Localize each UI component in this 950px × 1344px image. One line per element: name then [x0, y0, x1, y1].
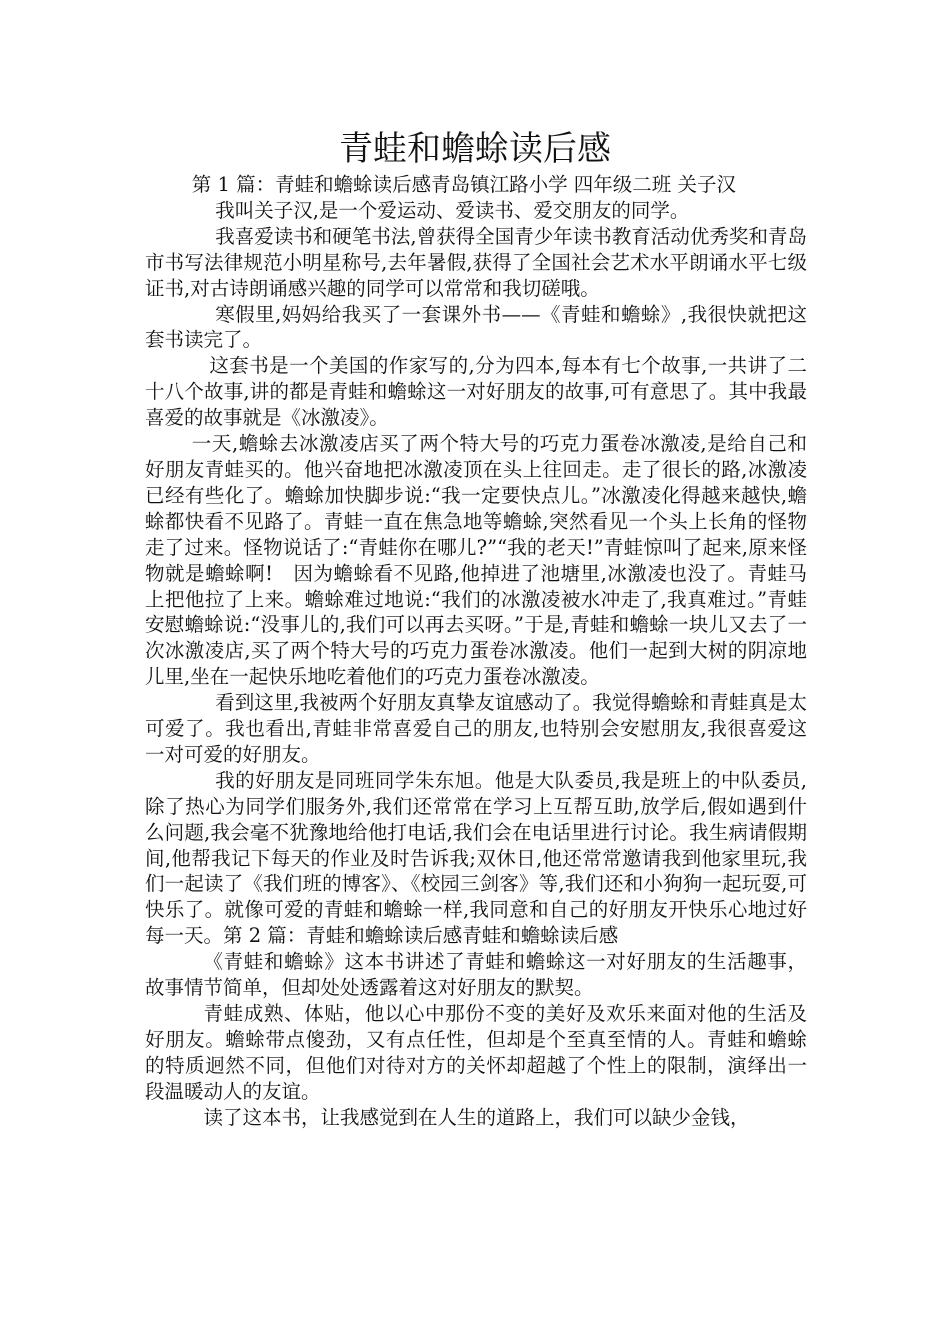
paragraph-3: 我喜爱读书和硬笔书法,曾获得全国青少年读书教育活动优秀奖和青岛市书写法律规范小明星称号,去年暑假,获得了全国社会艺术水平朗诵水平七级证书,对古诗朗诵感兴趣的同学可以常常和我切磋哦。: [145, 224, 807, 300]
document-body: [145, 172, 807, 1131]
paragraph-1: 第 1 篇：青蛙和蟾蜍读后感青岛镇江路小学 四年级二班 关子汉: [191, 173, 736, 196]
paragraph-10: 青蛙成熟、体贴，他以心中那份不变的美好及欢乐来面对他的生活及好朋友。蟾蜍带点傻劲，又有点任性，但却是个至真至情的人。青蛙和蟾蜍的特质迥然不同，但他们对待对方的关怀却超越了个性上的限制，演绎出一段温暖动人的友谊。: [145, 1002, 807, 1103]
paragraph-5: 这套书是一个美国的作家写的,分为四本,每本有七个故事,一共讲了二十八个故事,讲的都是青蛙和蟾蜍这一对好朋友的故事,可有意思了。其中我最喜爱的故事就是《冰激凌》。: [145, 354, 807, 430]
paragraph-6: 一天,蟾蜍去冰激凌店买了两个特大号的巧克力蛋卷冰激凌,是给自己和好朋友青蛙买的。他兴奋地把冰激凌顶在头上往回走。走了很长的路,冰激凌已经有些化了。蟾蜍加快脚步说:“我一定要快点儿。”冰激凌化得越来越快,蟾蜍都快看不见路了。青蛙一直在焦急地等蟾蜍,突然看见一个头上长角的怪物走了过来。怪物说话了:“青蛙你在哪儿?”“我的老天!”青蛙惊叫了起来,原来怪物就是蟾蜍啊! 因为蟾蜍看不见路,他掉进了池塘里,冰激凌也没了。青蛙马上把他拉了上来。蟾蜍难过地说:“我们的冰激凌被水冲走了,我真难过。”青蛙安慰蟾蜍说:“没事儿的,我们可以再去买呀。”于是,青蛙和蟾蜍一块儿又去了一次冰激凌店,买了两个特大号的巧克力蛋卷冰激凌。他们一起到大树的阴凉地儿里,坐在一起快乐地吃着他们的巧克力蛋卷冰激凌。: [145, 432, 807, 689]
paragraph-11: 读了这本书，让我感觉到在人生的道路上，我们可以缺少金钱，: [203, 1105, 750, 1129]
paragraph-9: 《青蛙和蟾蜍》这本书讲述了青蛙和蟾蜍这一对好朋友的生活趣事，故事情节简单，但却处处透露着这对好朋友的默契。: [145, 950, 807, 1000]
paragraph-7: 看到这里,我被两个好朋友真挚友谊感动了。我觉得蟾蜍和青蛙真是太可爱了。我也看出,青蛙非常喜爱自己的朋友,也特别会安慰朋友,我很喜爱这一对可爱的好朋友。: [145, 691, 807, 766]
paragraph-8: 我的好朋友是同班同学朱东旭。他是大队委员,我是班上的中队委员,除了热心为同学们服务外,我们还常常在学习上互帮互助,放学后,假如遇到什么问题,我会毫不犹豫地给他打电话,我们会在电话里进行讨论。我生病请假期间,他帮我记下每天的作业及时告诉我;双休日,他还常常邀请我到他家里玩,我们一起读了《我们班的博客》、《校园三剑客》等,我们还和小狗狗一起玩耍,可快乐了。就像可爱的青蛙和蟾蜍一样,我同意和自己的好朋友开快乐心地过好每一天。第 2 篇：青蛙和蟾蜍读后感青蛙和蟾蜍读后感: [145, 768, 807, 948]
document-title: 青蛙和蟾蜍读后感: [339, 129, 611, 169]
paragraph-2: 我叫关子汉,是一个爱运动、爱读书、爱交朋友的同学。: [215, 198, 690, 222]
paragraph-4: 寒假里,妈妈给我买了一套课外书——《青蛙和蟾蜍》,我很快就把这套书读完了。: [145, 302, 807, 352]
